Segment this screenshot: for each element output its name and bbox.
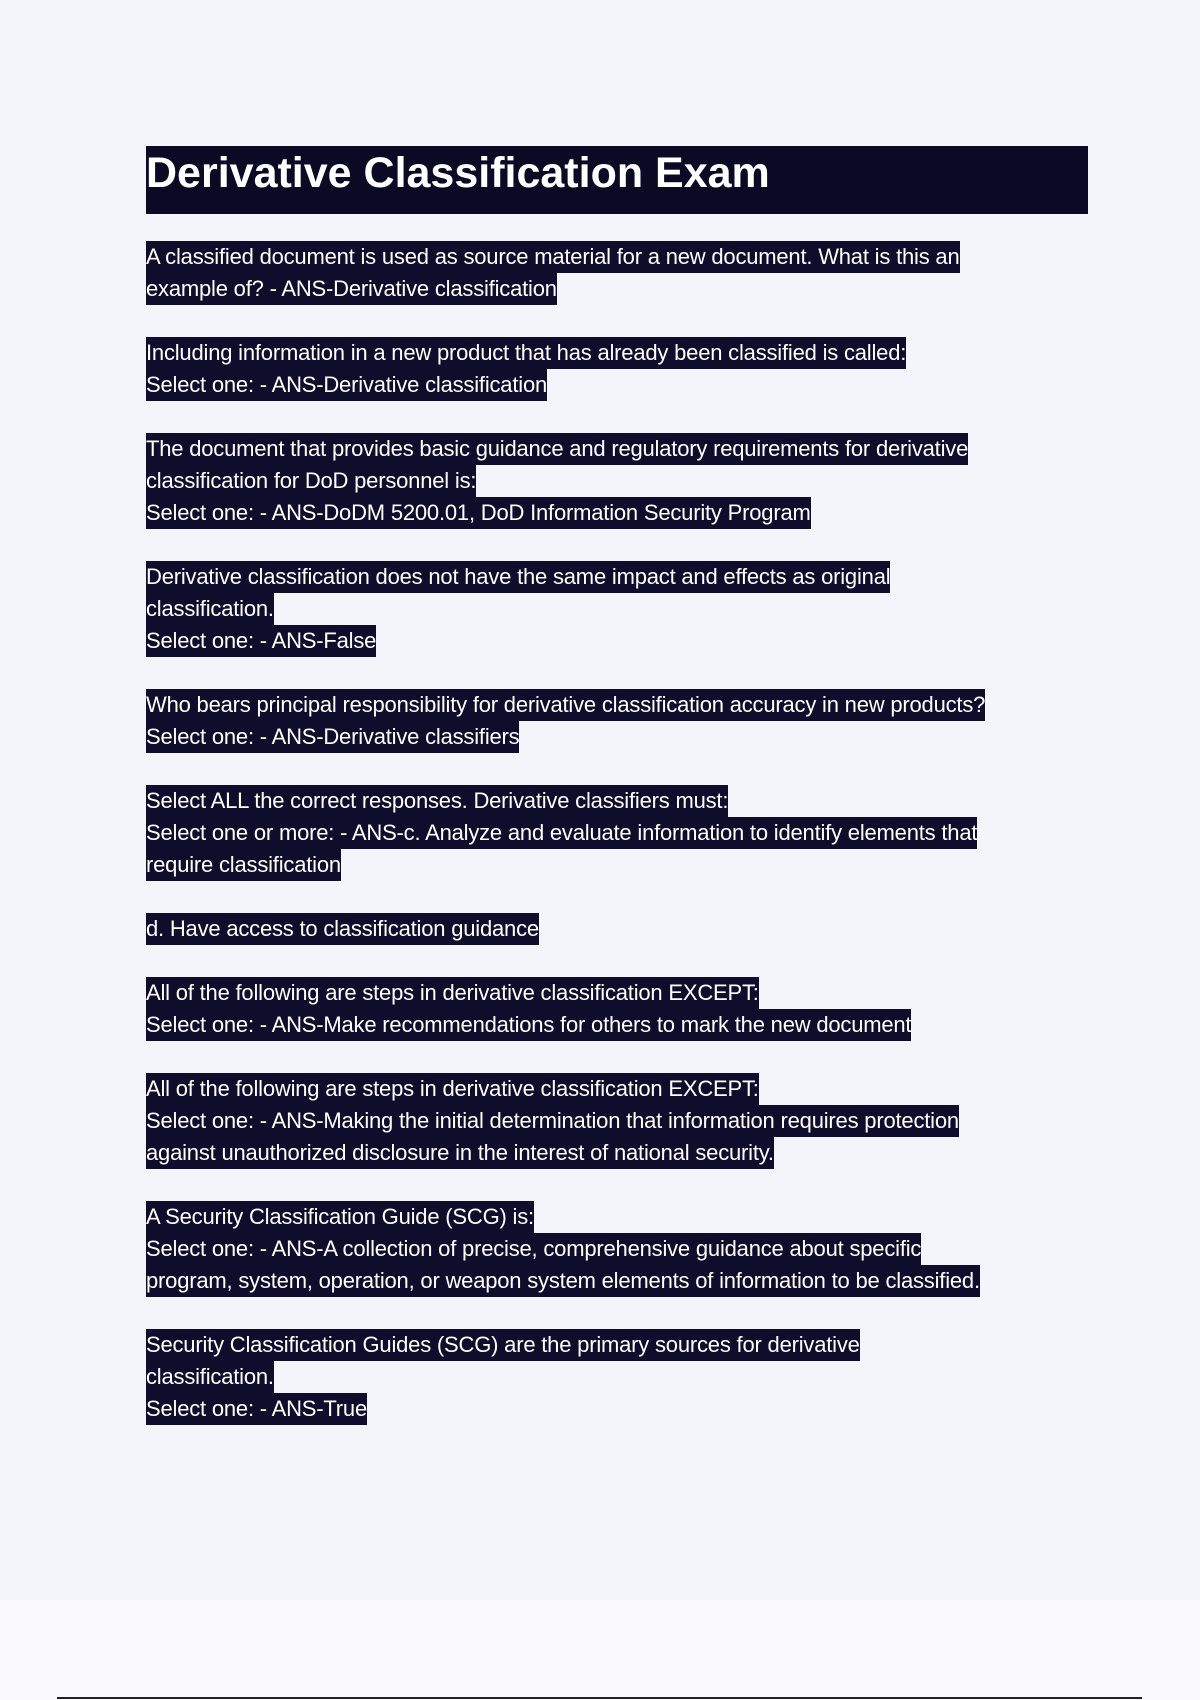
qa-item (146, 241, 1091, 305)
footer-divider (57, 1697, 1142, 1699)
qa-line-row (146, 241, 1091, 273)
qa-line-row (146, 785, 1091, 817)
qa-line: Select one: - ANS-True (146, 1393, 367, 1425)
qa-item (146, 433, 1091, 529)
qa-line: Select one: - ANS-Making the initial determination that information requires protection (146, 1105, 959, 1137)
qa-line: A Security Classification Guide (SCG) is: (146, 1201, 534, 1233)
qa-line-row (146, 1137, 1091, 1169)
qa-line-row (146, 593, 1091, 625)
qa-line-row (146, 497, 1091, 529)
qa-line: Select one: - ANS-Derivative classifiers (146, 721, 519, 753)
qa-item (146, 1073, 1091, 1169)
qa-line: Select one or more: - ANS-c. Analyze and evaluate information to identify elements that (146, 817, 977, 849)
qa-line-row (146, 913, 1091, 945)
qa-line-row (146, 1233, 1091, 1265)
qa-item (146, 913, 1091, 945)
qa-line-row (146, 433, 1091, 465)
qa-line-row (146, 337, 1091, 369)
qa-line: require classification (146, 849, 341, 881)
qa-line-row (146, 817, 1091, 849)
qa-line: Who bears principal responsibility for derivative classification accuracy in new products? (146, 689, 985, 721)
qa-line: classification. (146, 593, 274, 625)
qa-line-row (146, 721, 1091, 753)
qa-line-row (146, 369, 1091, 401)
qa-item (146, 689, 1091, 753)
qa-line: Security Classification Guides (SCG) are the primary sources for derivative (146, 1329, 860, 1361)
qa-line-row (146, 1265, 1091, 1297)
document-title: Derivative Classification Exam (146, 146, 1088, 214)
qa-line: Including information in a new product that has already been classified is called: (146, 337, 906, 369)
qa-line: Select one: - ANS-Derivative classification (146, 369, 547, 401)
qa-line-row (146, 849, 1091, 881)
qa-line-row (146, 1009, 1091, 1041)
qa-line: All of the following are steps in derivative classification EXCEPT: (146, 977, 759, 1009)
qa-line: classification. (146, 1361, 274, 1393)
qa-line: against unauthorized disclosure in the interest of national security. (146, 1137, 774, 1169)
qa-line-row (146, 1201, 1091, 1233)
qa-line: Select one: - ANS-Make recommendations for others to mark the new document (146, 1009, 911, 1041)
qa-line: Select one: - ANS-False (146, 625, 376, 657)
qa-line: All of the following are steps in derivative classification EXCEPT: (146, 1073, 759, 1105)
qa-item (146, 337, 1091, 401)
qa-list (146, 241, 1091, 1457)
qa-line: Select one: - ANS-A collection of precise, comprehensive guidance about specific (146, 1233, 921, 1265)
qa-line: The document that provides basic guidance and regulatory requirements for derivative (146, 433, 968, 465)
qa-line-row (146, 465, 1091, 497)
qa-line-row (146, 1393, 1091, 1425)
qa-item (146, 1201, 1091, 1297)
qa-line-row (146, 561, 1091, 593)
qa-item (146, 785, 1091, 881)
qa-line-row (146, 273, 1091, 305)
qa-line-row (146, 1105, 1091, 1137)
qa-item (146, 1329, 1091, 1425)
qa-line: program, system, operation, or weapon system elements of information to be classified. (146, 1265, 980, 1297)
qa-line: Select ALL the correct responses. Derivative classifiers must: (146, 785, 728, 817)
qa-line-row (146, 689, 1091, 721)
qa-item (146, 977, 1091, 1041)
qa-line: Derivative classification does not have the same impact and effects as original (146, 561, 890, 593)
qa-line-row (146, 1329, 1091, 1361)
qa-line: example of? - ANS-Derivative classification (146, 273, 557, 305)
qa-line-row (146, 625, 1091, 657)
qa-line: A classified document is used as source material for a new document. What is this an (146, 241, 960, 273)
qa-line-row (146, 977, 1091, 1009)
qa-line: d. Have access to classification guidance (146, 913, 539, 945)
qa-line-row (146, 1361, 1091, 1393)
qa-item (146, 561, 1091, 657)
page-footer-area (0, 1600, 1200, 1700)
qa-line: Select one: - ANS-DoDM 5200.01, DoD Information Security Program (146, 497, 811, 529)
qa-line-row (146, 1073, 1091, 1105)
qa-line: classification for DoD personnel is: (146, 465, 476, 497)
